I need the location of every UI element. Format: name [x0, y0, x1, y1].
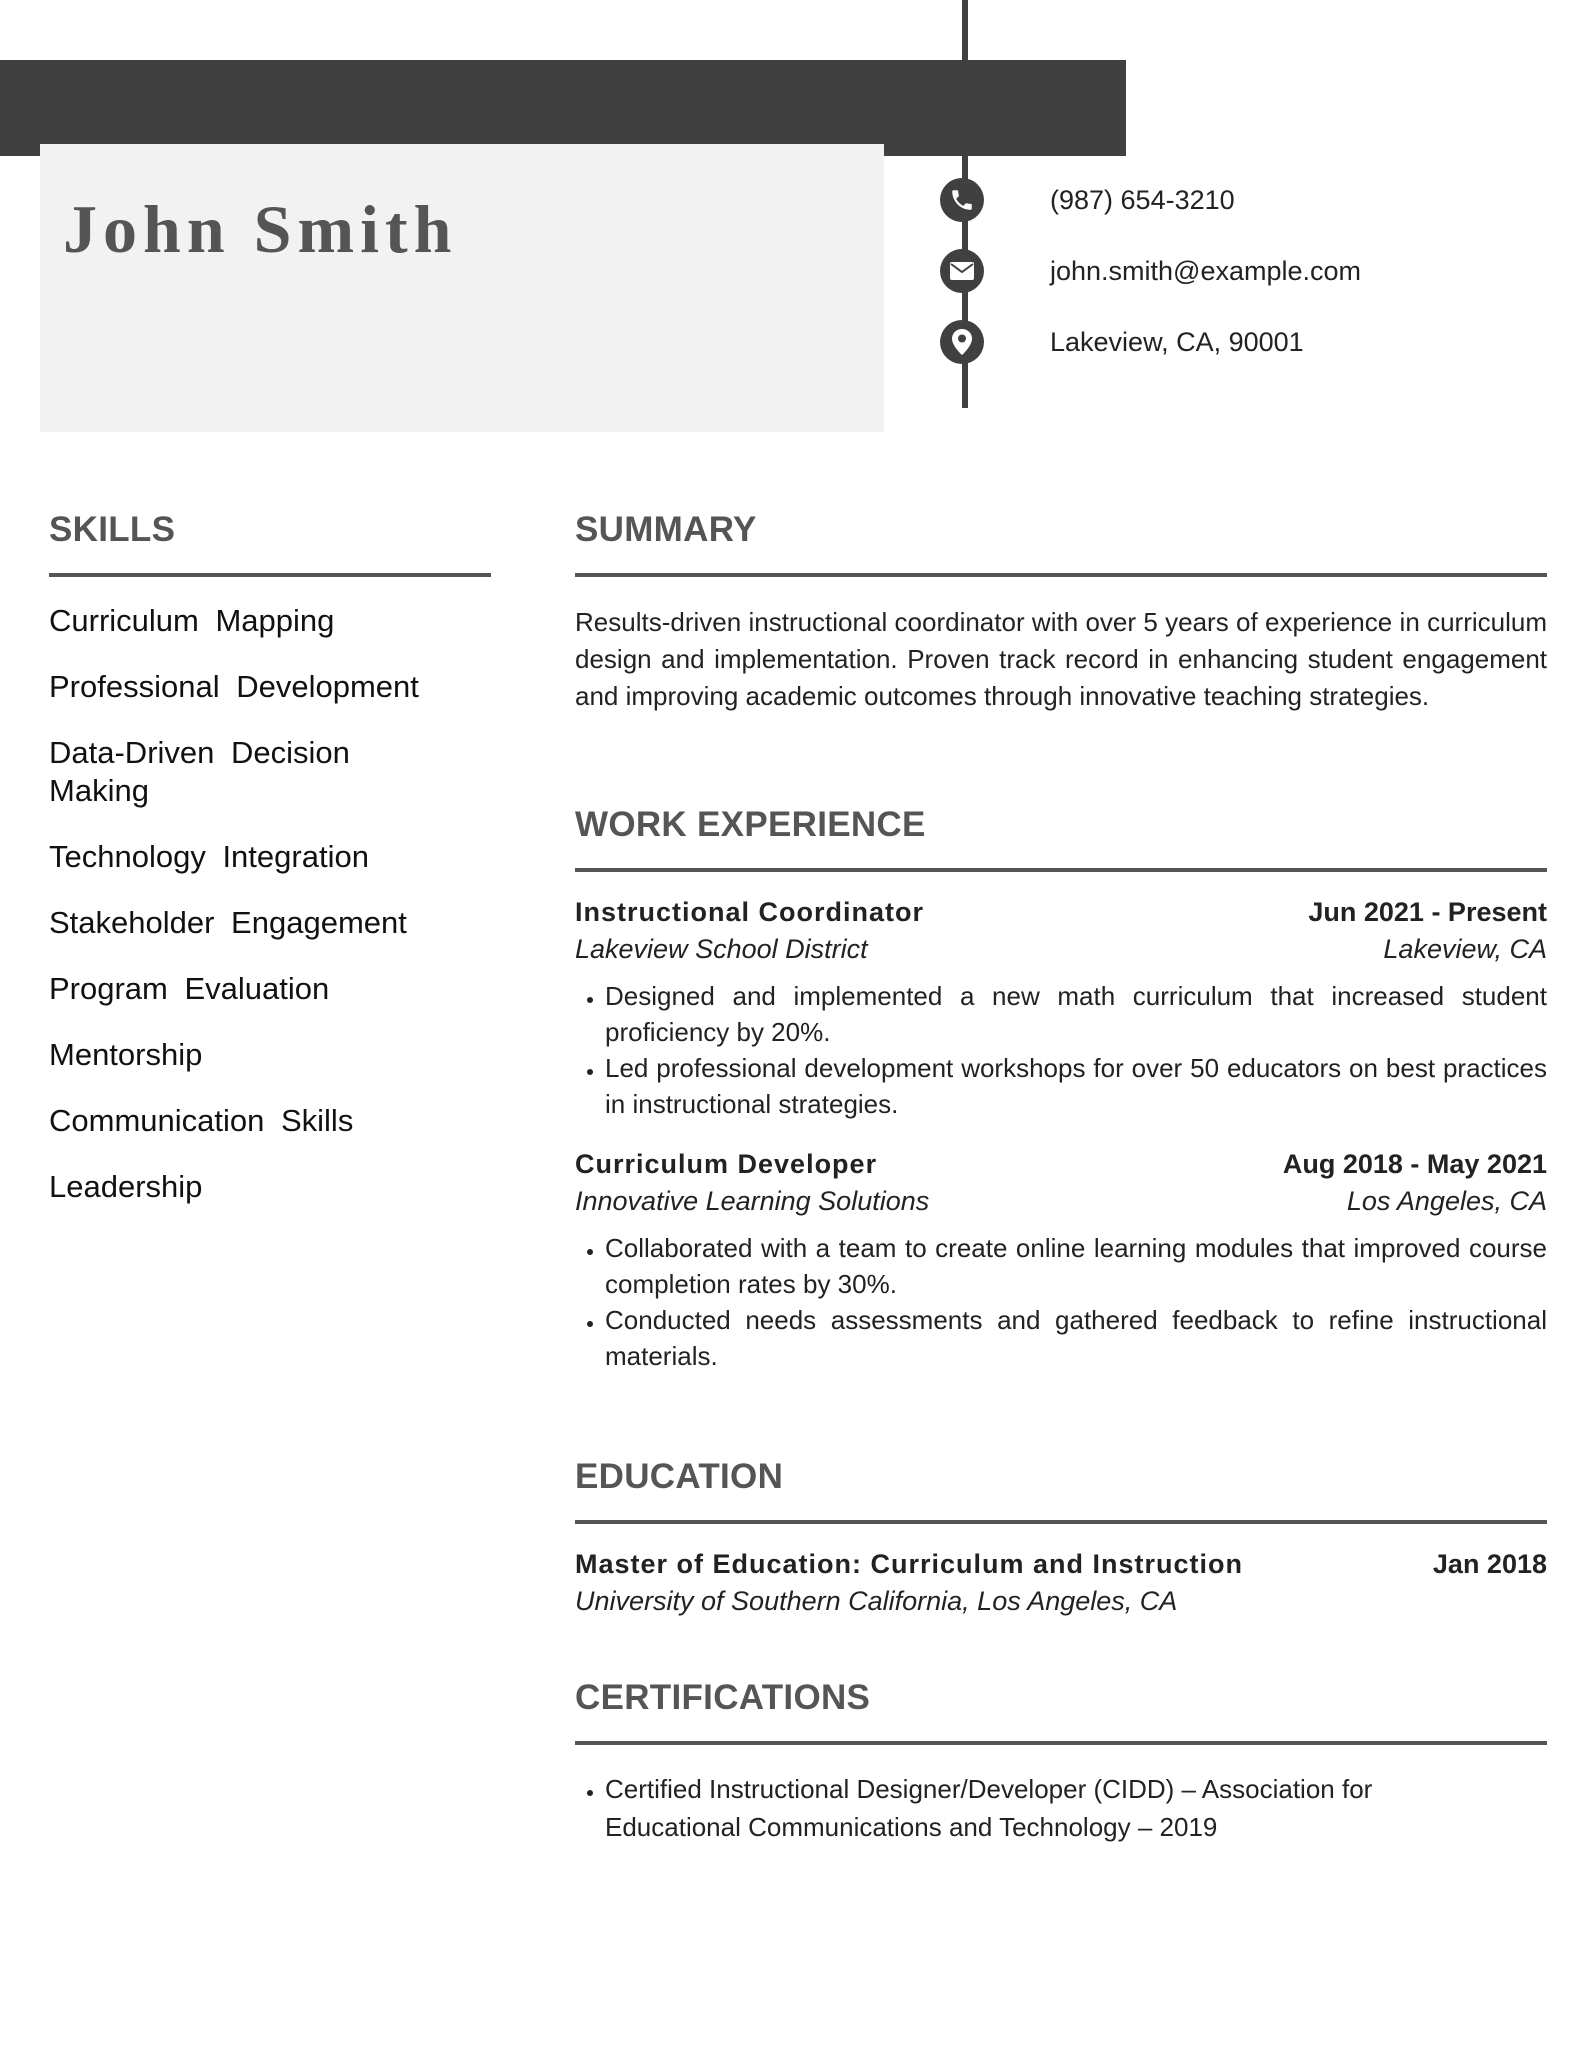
job-header: [575, 894, 1547, 931]
candidate-name: John Smith: [63, 191, 458, 267]
job-subheader: [575, 1183, 1547, 1220]
skills-list: [49, 602, 491, 1206]
education-heading: EDUCATION: [575, 1457, 784, 1496]
skill-item: Curriculum Mapping: [49, 603, 335, 638]
summary-text: Results-driven instructional coordinator with over 5 years of experience in curriculum design and implementation. Proven track record in enhancing student engagement and improving academic outcomes through innovative teaching strategies.: [575, 607, 1547, 711]
education-entry: [575, 1546, 1547, 1620]
phone-icon: [940, 178, 984, 222]
summary-heading: SUMMARY: [575, 510, 757, 549]
job-bullet: • Conducted needs assessments and gathered feedback to refine instructional materials.: [605, 1302, 1547, 1374]
location-text: Lakeview, CA, 90001: [1050, 326, 1304, 357]
skills-section: [49, 510, 491, 1206]
degree-title: Master of Education: Curriculum and Instruction: [575, 1549, 1244, 1579]
job-location: Lakeview, CA: [1383, 934, 1547, 964]
job-title: Instructional Coordinator: [575, 897, 924, 927]
job-dates: Jun 2021 - Present: [1308, 897, 1547, 927]
certification-list: [575, 1770, 1485, 1846]
job-location: Los Angeles, CA: [1346, 1186, 1547, 1216]
job-bullets: [575, 1230, 1547, 1374]
skills-heading: SKILLS: [49, 510, 176, 549]
skill-item: Stakeholder Engagement: [49, 905, 407, 940]
job-title: Curriculum Developer: [575, 1149, 878, 1179]
skill-item: Technology Integration: [49, 839, 369, 874]
skills-divider: [49, 573, 491, 577]
certifications-divider: [575, 1741, 1547, 1745]
education-date: Jan 2018: [1432, 1549, 1547, 1579]
skill-item: Data-Driven Decision Making: [49, 735, 350, 808]
skill-item: Program Evaluation: [49, 971, 330, 1006]
skill-item: Professional Development: [49, 669, 419, 704]
location-pin-icon: [940, 320, 984, 364]
education-header: [575, 1546, 1547, 1583]
name-box: [40, 144, 884, 432]
school-name: University of Southern California, Los Angeles, CA: [575, 1586, 1178, 1616]
contact-email: [940, 249, 1361, 293]
experience-section: [575, 805, 1547, 1374]
email-address: john.smith@example.com: [1050, 255, 1362, 286]
education-section: [575, 1457, 1547, 1620]
summary-divider: [575, 573, 1547, 577]
education-subheader: [575, 1583, 1547, 1620]
job-bullet: • Led professional development workshops for over 50 educators on best practices in instructional strategies.: [605, 1050, 1547, 1122]
job-bullet: • Collaborated with a team to create online learning modules that improved course completion rates by 30%.: [605, 1230, 1547, 1302]
job-subheader: [575, 931, 1547, 968]
envelope-icon: [940, 249, 984, 293]
skill-item: Mentorship: [49, 1037, 203, 1072]
education-divider: [575, 1520, 1547, 1524]
job-dates: Aug 2018 - May 2021: [1282, 1149, 1547, 1179]
job-company: Innovative Learning Solutions: [575, 1186, 930, 1216]
experience-divider: [575, 868, 1547, 872]
job-company: Lakeview School District: [575, 934, 868, 964]
job-bullets: [575, 978, 1547, 1122]
contact-phone: [940, 178, 1235, 222]
job-header: [575, 1146, 1547, 1183]
contact-location: [940, 320, 1304, 364]
header-bar: [0, 60, 1126, 156]
skill-item: Leadership: [49, 1169, 203, 1204]
certifications-heading: CERTIFICATIONS: [575, 1678, 871, 1717]
job-entry: [575, 1146, 1547, 1374]
experience-heading: WORK EXPERIENCE: [575, 805, 926, 844]
phone-number: (987) 654-3210: [1050, 184, 1235, 215]
certifications-section: [575, 1678, 1547, 1846]
job-bullet: • Designed and implemented a new math curriculum that increased student proficiency by 20%.: [605, 978, 1547, 1050]
job-entry: [575, 894, 1547, 1122]
skill-item: Communication Skills: [49, 1103, 354, 1138]
certification-item: • Certified Instructional Designer/Developer (CIDD) – Association for Educational Communications and Technology – 2019: [605, 1770, 1485, 1846]
summary-section: [575, 510, 1547, 715]
